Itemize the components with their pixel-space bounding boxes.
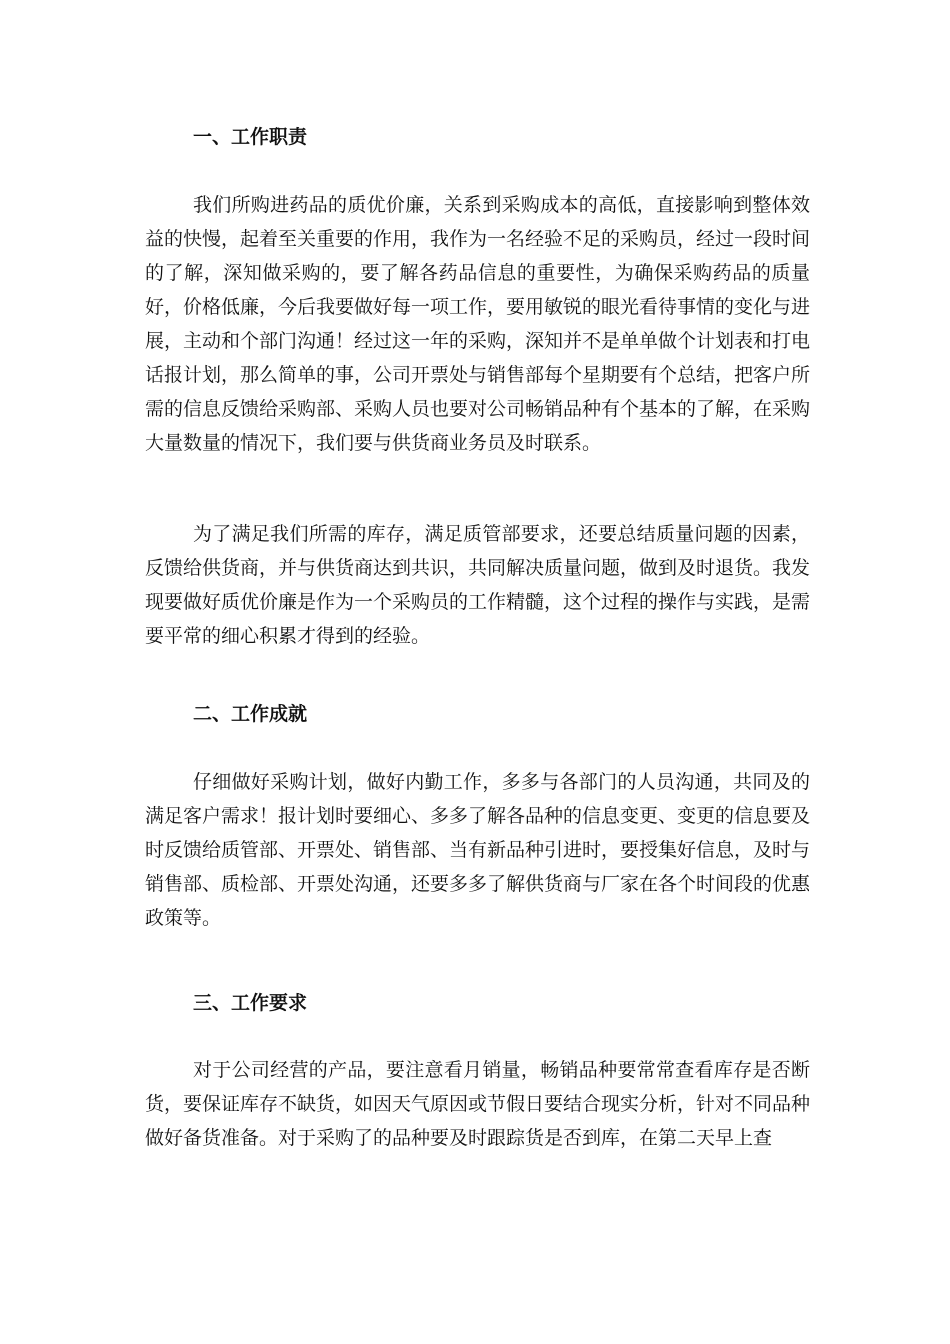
paragraph-achievements-1: 仔细做好采购计划，做好内勤工作，多多与各部门的人员沟通，共同及的满足客户需求！报计划时要细心、多多了解各品种的信息变更、变更的信息要及时反馈给质管部、开票处、销售部、当有新品种引进时，要授集好信息，及时与销售部、质检部、开票处沟通，还要多多了解供货商与厂家在各个时间段的优惠政策等。 [145, 771, 811, 929]
paragraph-requirements-1: 对于公司经营的产品，要注意看月销量，畅销品种要常常查看库存是否断货，要保证库存不缺货，如因天气原因或节假日要结合现实分析，针对不同品种做好备货准备。对于采购了的品种要及时跟踪货是否到库，在第二天早上查 [145, 1059, 811, 1149]
paragraph-duties-2: 为了满足我们所需的库存，满足质管部要求，还要总结质量问题的因素，反馈给供货商，并与供货商达到共识，共同解决质量问题，做到及时退货。我发现要做好质优价廉是作为一个采购员的工作精髓，这个过程的操作与实践，是需要平常的细心积累才得到的经验。 [145, 523, 811, 647]
section-heading-requirements: 三、工作要求 [193, 992, 308, 1014]
section-heading-duties: 一、工作职责 [193, 126, 308, 148]
paragraph-duties-1: 我们所购进药品的质优价廉，关系到采购成本的高低，直接影响到整体效益的快慢，起着至关重要的作用，我作为一名经验不足的采购员，经过一段时间的了解，深知做采购的，要了解各药品信息的重要性，为确保采购药品的质量好，价格低廉，今后我要做好每一项工作，要用敏锐的眼光看待事情的变化与进展，主动和个部门沟通！经过这一年的采购，深知并不是单单做个计划表和打电话报计划，那么简单的事，公司开票处与销售部每个星期要有个总结，把客户所需的信息反馈给采购部、采购人员也要对公司畅销品种有个基本的了解，在采购大量数量的情况下，我们要与供货商业务员及时联系。 [145, 194, 811, 454]
section-heading-achievements: 二、工作成就 [193, 703, 308, 725]
